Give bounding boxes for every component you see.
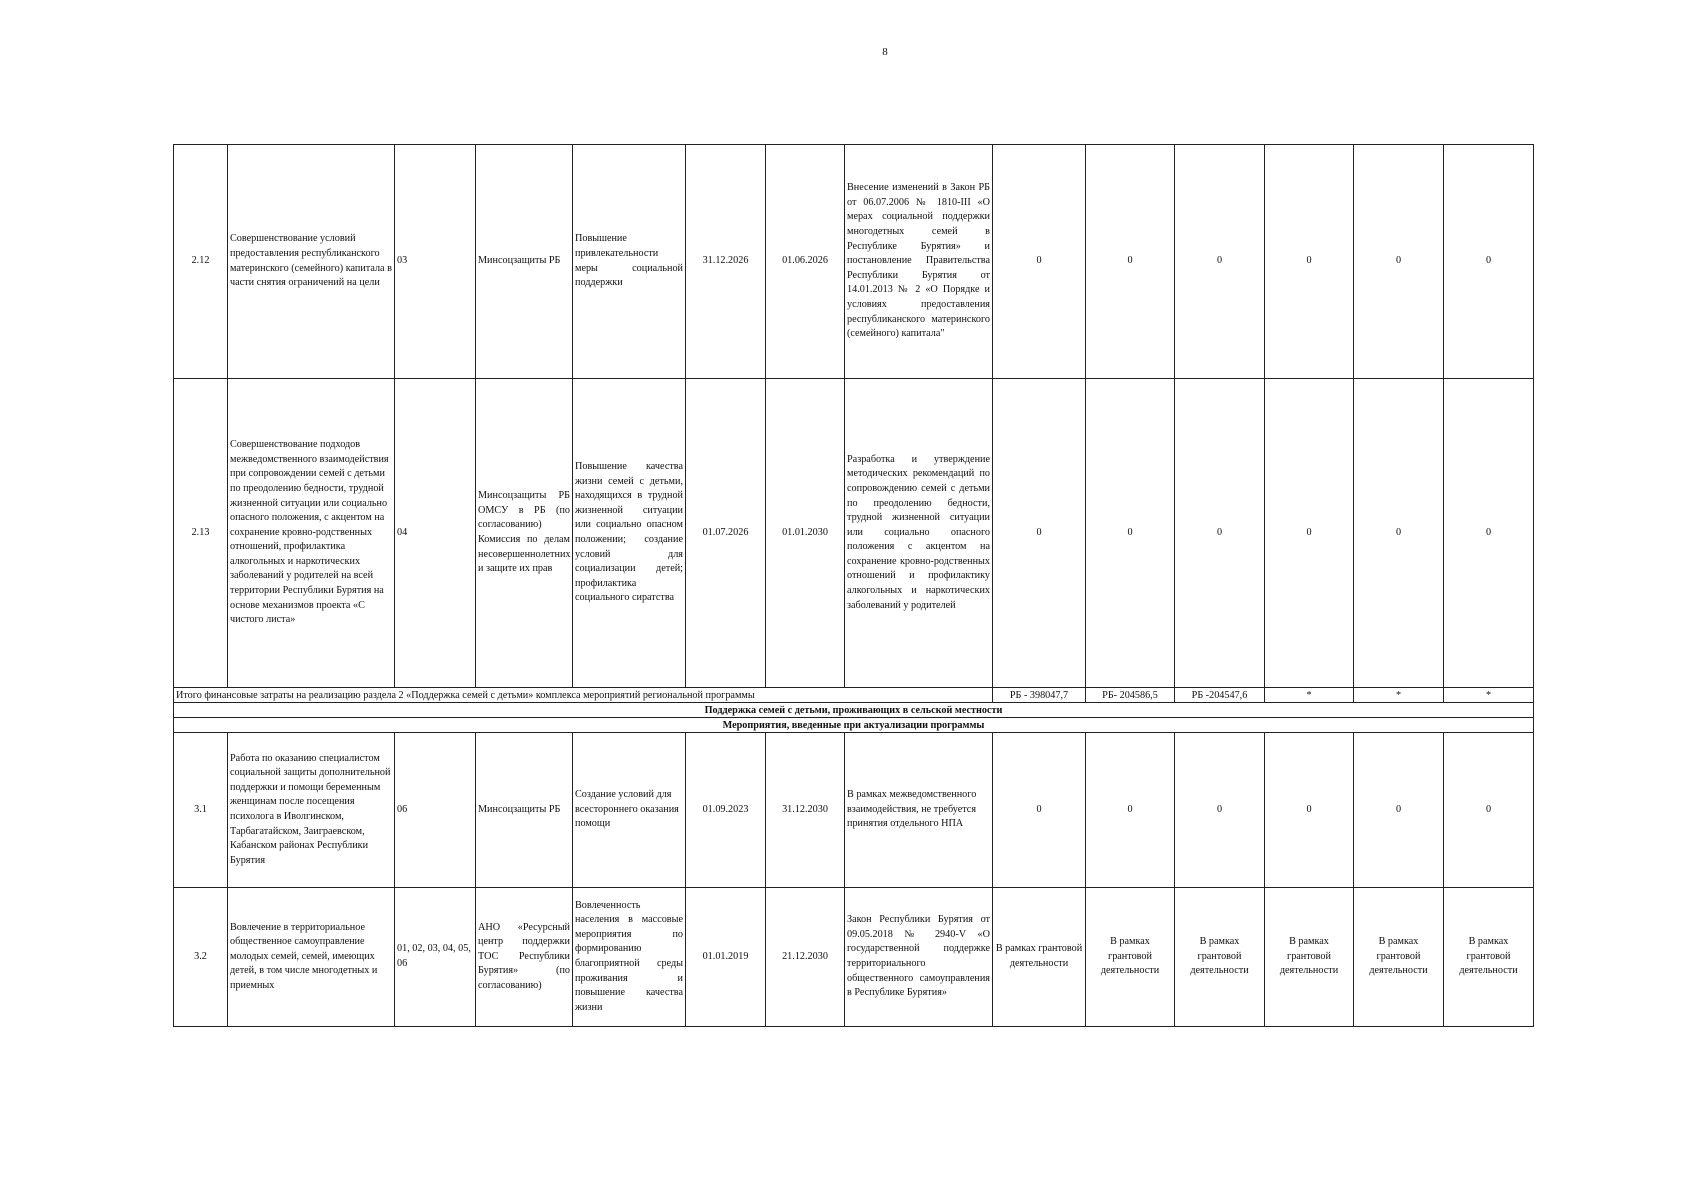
total-funding-cell: * (1265, 688, 1354, 703)
funding-cell: В рамках грантовой деятельности (1354, 888, 1444, 1027)
total-funding-cell: РБ -204547,6 (1175, 688, 1265, 703)
funding-cell: 0 (1354, 145, 1444, 379)
funding-cell: 0 (1354, 379, 1444, 688)
measure-start-date: 01.01.2019 (686, 888, 766, 1027)
measure-end-date: 31.12.2030 (766, 733, 845, 888)
measures-table (173, 144, 1534, 1027)
measure-npa: Разработка и утверждение методических рекомендаций по сопровождению семей с детьми по преодолению бедности, трудной жизненной ситуации или социально опасного положения с акцентом на сохранение кровно-родственных отношений и профилактику алкогольных и наркотических заболеваний у родителей (845, 379, 993, 688)
row-number: 3.1 (174, 733, 228, 888)
measure-name: Работа по оказанию специалистом социальной защиты дополнительной поддержки и помощи беременным женщинам после посещения психолога в Иволгинском, Тарбагатайском, Заиграевском, Кабанском районах Республики Бурятия (228, 733, 395, 888)
funding-cell: 0 (1265, 733, 1354, 888)
measure-name: Совершенствование подходов межведомственного взаимодействия при сопровождении семей с детьми по преодолению бедности, трудной жизненной ситуации или социально опасного положения, с акцентом на сохранение кровно-родственных отношений, профилактика алкогольных и наркотических заболеваний у родителей на всей территории Республики Бурятия на основе механизмов проекта «С чистого листа» (228, 379, 395, 688)
funding-cell: 0 (1265, 145, 1354, 379)
measure-name: Совершенствование условий предоставления республиканского материнского (семейного) капитала в части снятия ограничений на цели (228, 145, 395, 379)
funding-cell: В рамках грантовой деятельности (1175, 888, 1265, 1027)
funding-cell: 0 (993, 733, 1086, 888)
total-funding-cell: * (1354, 688, 1444, 703)
funding-cell: 0 (1175, 379, 1265, 688)
row-number: 3.2 (174, 888, 228, 1027)
measure-code: 01, 02, 03, 04, 05, 06 (395, 888, 476, 1027)
measure-start-date: 31.12.2026 (686, 145, 766, 379)
measure-code: 03 (395, 145, 476, 379)
funding-cell: В рамках грантовой деятельности (1086, 888, 1175, 1027)
funding-cell: В рамках грантовой деятельности (993, 888, 1086, 1027)
subsection-row (174, 718, 1534, 733)
funding-cell: 0 (993, 145, 1086, 379)
measure-name: Вовлечение в территориальное общественное самоуправление молодых семей, семей, имеющих детей, в том числе многодетных и приемных (228, 888, 395, 1027)
funding-cell: 0 (1175, 733, 1265, 888)
measure-executor: АНО «Ресурсный центр поддержки ТОС Республики Бурятия» (по согласованию) (476, 888, 573, 1027)
funding-cell: В рамках грантовой деятельности (1444, 888, 1534, 1027)
measure-result: Повышение привлекательности меры социальной поддержки (573, 145, 686, 379)
measure-result: Вовлеченность населения в массовые мероприятия по формированию благоприятной среды проживания и повышение качества жизни (573, 888, 686, 1027)
measure-result: Повышение качества жизни семей с детьми, находящихся в трудной жизненной ситуации или социально опасном положении; создание условий для социализации детей; профилактика социального сиратства (573, 379, 686, 688)
funding-cell: 0 (1444, 733, 1534, 888)
table-row (174, 145, 1534, 379)
measure-start-date: 01.07.2026 (686, 379, 766, 688)
measure-end-date: 21.12.2030 (766, 888, 845, 1027)
table-row (174, 888, 1534, 1027)
funding-cell: 0 (1265, 379, 1354, 688)
funding-cell: 0 (1354, 733, 1444, 888)
funding-cell: 0 (993, 379, 1086, 688)
subsection-title: Мероприятия, введенные при актуализации программы (174, 718, 1534, 733)
total-funding-cell: РБ - 398047,7 (993, 688, 1086, 703)
row-number: 2.12 (174, 145, 228, 379)
measure-executor: Минсоцзащиты РБ (476, 733, 573, 888)
funding-cell: 0 (1086, 379, 1175, 688)
funding-cell: 0 (1086, 733, 1175, 888)
funding-cell: 0 (1175, 145, 1265, 379)
funding-cell: 0 (1086, 145, 1175, 379)
measure-executor: Минсоцзащиты РБ (476, 145, 573, 379)
measure-start-date: 01.09.2023 (686, 733, 766, 888)
funding-cell: В рамках грантовой деятельности (1265, 888, 1354, 1027)
funding-cell: 0 (1444, 379, 1534, 688)
measure-code: 04 (395, 379, 476, 688)
measure-npa: Закон Республики Бурятия от 09.05.2018 № 2940-V «О государственной поддержке территориального общественного самоуправления в Республике Бурятия» (845, 888, 993, 1027)
section-row (174, 703, 1534, 718)
measure-end-date: 01.01.2030 (766, 379, 845, 688)
table-row (174, 379, 1534, 688)
total-row (174, 688, 1534, 703)
measure-result: Создание условий для всестороннего оказания помощи (573, 733, 686, 888)
row-number: 2.13 (174, 379, 228, 688)
measure-npa: Внесение изменений в Закон РБ от 06.07.2006 № 1810-III «О мерах социальной поддержки многодетных семей в Республике Бурятия» и постановление Правительства Республики Бурятия от 14.01.2013 № 2 «О Порядке и условиях предоставления республиканского материнского (семейного) капитала" (845, 145, 993, 379)
total-label: Итого финансовые затраты на реализацию раздела 2 «Поддержка семей с детьми» комплекса мероприятий региональной программы (174, 688, 993, 703)
measure-npa: В рамках межведомственного взаимодействия, не требуется принятия отдельного НПА (845, 733, 993, 888)
funding-cell: 0 (1444, 145, 1534, 379)
measure-end-date: 01.06.2026 (766, 145, 845, 379)
measure-executor: Минсоцзащиты РБ ОМСУ в РБ (по согласованию) Комиссия по делам несовершеннолетних и защите их прав (476, 379, 573, 688)
total-funding-cell: РБ- 204586,5 (1086, 688, 1175, 703)
section-title: Поддержка семей с детьми, проживающих в сельской местности (174, 703, 1534, 718)
table-row (174, 733, 1534, 888)
total-funding-cell: * (1444, 688, 1534, 703)
measure-code: 06 (395, 733, 476, 888)
page-number: 8 (882, 46, 888, 58)
